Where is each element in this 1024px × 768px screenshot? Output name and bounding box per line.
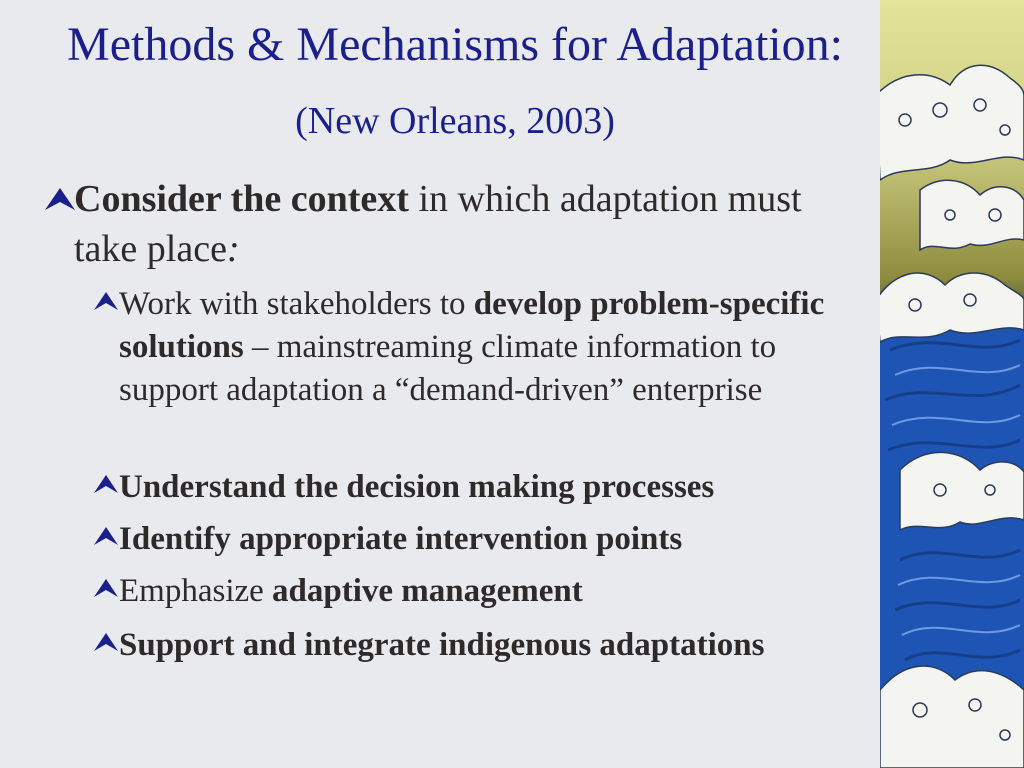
pennant-flag-icon (92, 473, 120, 495)
sub-bullet-decision-making (119, 466, 864, 509)
pennant-flag-icon (92, 290, 120, 312)
slide-title: Methods & Mechanisms for Adaptation: (67, 18, 843, 71)
sub-bullet-indigenous (119, 624, 864, 667)
sub-bullet-adaptive-management (119, 570, 864, 613)
slide-subtitle: (New Orleans, 2003) (295, 100, 615, 142)
sub-bullet-bold-text: develop problem-specific solutions (119, 286, 825, 365)
bullet-consider-context (74, 174, 864, 274)
bullet-bold-text: Consider the context (74, 178, 409, 220)
bullet-colon: : (226, 228, 240, 270)
pennant-flag-icon (92, 631, 120, 653)
sub-bullet-intervention-points (119, 518, 864, 561)
sub-bullet-stakeholders (119, 283, 864, 412)
sub-bullet-bold-text: Identify appropriate intervention points (119, 521, 683, 557)
sub-bullet-text: Emphasize (119, 573, 273, 609)
pennant-flag-icon (92, 525, 120, 547)
bullet-text: in which adaptation must take place (74, 178, 802, 270)
sub-bullet-bold-text: Understand the decision making processes (119, 469, 715, 505)
sub-bullet-text: – mainstreaming climate information to support adaptation a “demand-driven” enterprise (119, 329, 777, 408)
great-wave-icon (880, 0, 1024, 768)
sub-bullet-text: Work with stakeholders to (119, 286, 474, 322)
pennant-flag-icon (43, 186, 77, 212)
sub-bullet-bold-text: adaptive management (272, 573, 583, 609)
sub-bullet-bold-text: Support and integrate indigenous adaptations (119, 627, 765, 663)
pennant-flag-icon (92, 577, 120, 599)
